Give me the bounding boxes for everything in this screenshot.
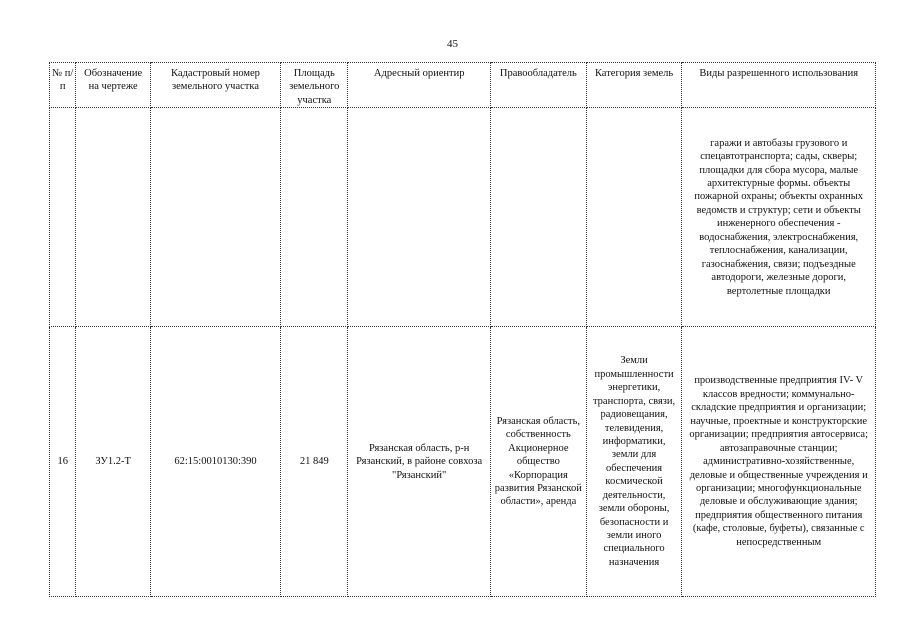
header-category: Категория земель bbox=[586, 63, 682, 108]
cell-category bbox=[586, 108, 682, 327]
cell-num bbox=[50, 108, 76, 327]
table-row bbox=[50, 327, 876, 597]
page-number: 45 bbox=[447, 38, 458, 50]
header-num: № п/п bbox=[50, 63, 76, 108]
header-owner: Правообладатель bbox=[490, 63, 586, 108]
land-plots-table bbox=[49, 62, 876, 597]
header-address: Адресный ориентир bbox=[348, 63, 491, 108]
cell-cadastral bbox=[150, 108, 280, 327]
cell-permitted-use: производственные предприятия IV- V классов вредности; коммунально-складские предприятия и организации; научные, проектные и конструкторские организации; предприятия автосервиса; автозаправочные станции; административно-хозяйственные, деловые и общественные учреждения и организации; многофункциональные деловые и обслуживающие здания; предприятия общественного питания (кафе, столовые, буфеты), связанные с непосредственным bbox=[682, 327, 876, 597]
cell-num: 16 bbox=[50, 327, 76, 597]
header-cadastral: Кадастровый номер земельного участка bbox=[150, 63, 280, 108]
table-row-continuation bbox=[50, 108, 876, 327]
cell-permitted-use: гаражи и автобазы грузового и спецавтотранспорта; сады, скверы; площадки для сбора мусора, малые архитектурные формы. объекты пожарной охраны; объекты охранных ведомств и структур; сети и объекты инженерного обеспечения - водоснабжения, электроснабжения, теплоснабжения, канализации, газоснабжения, связи; подъездные автодороги, железные дороги, вертолетные площадки bbox=[682, 108, 876, 327]
cell-area bbox=[281, 108, 348, 327]
cell-cadastral: 62:15:0010130:390 bbox=[150, 327, 280, 597]
cell-owner bbox=[490, 108, 586, 327]
cell-category: Земли промышленности энергетики, транспорта, связи, радиовещания, телевидения, информатики, земли для обеспечения космической деятельности, земли обороны, безопасности и земли иного специального назначения bbox=[586, 327, 682, 597]
header-area: Площадь земельного участка bbox=[281, 63, 348, 108]
cell-designation: ЗУ1.2-Т bbox=[76, 327, 150, 597]
cell-owner: Рязанская область, собственность Акционерное общество «Корпорация развития Рязанской области», аренда bbox=[490, 327, 586, 597]
header-designation: Обозначение на чертеже bbox=[76, 63, 150, 108]
cell-address: Рязанская область, р-н Рязанский, в районе совхоза "Рязанский" bbox=[348, 327, 491, 597]
header-permitted-use: Виды разрешенного использования bbox=[682, 63, 876, 108]
table-header-row bbox=[50, 63, 876, 108]
cell-address bbox=[348, 108, 491, 327]
cell-designation bbox=[76, 108, 150, 327]
cell-area: 21 849 bbox=[281, 327, 348, 597]
